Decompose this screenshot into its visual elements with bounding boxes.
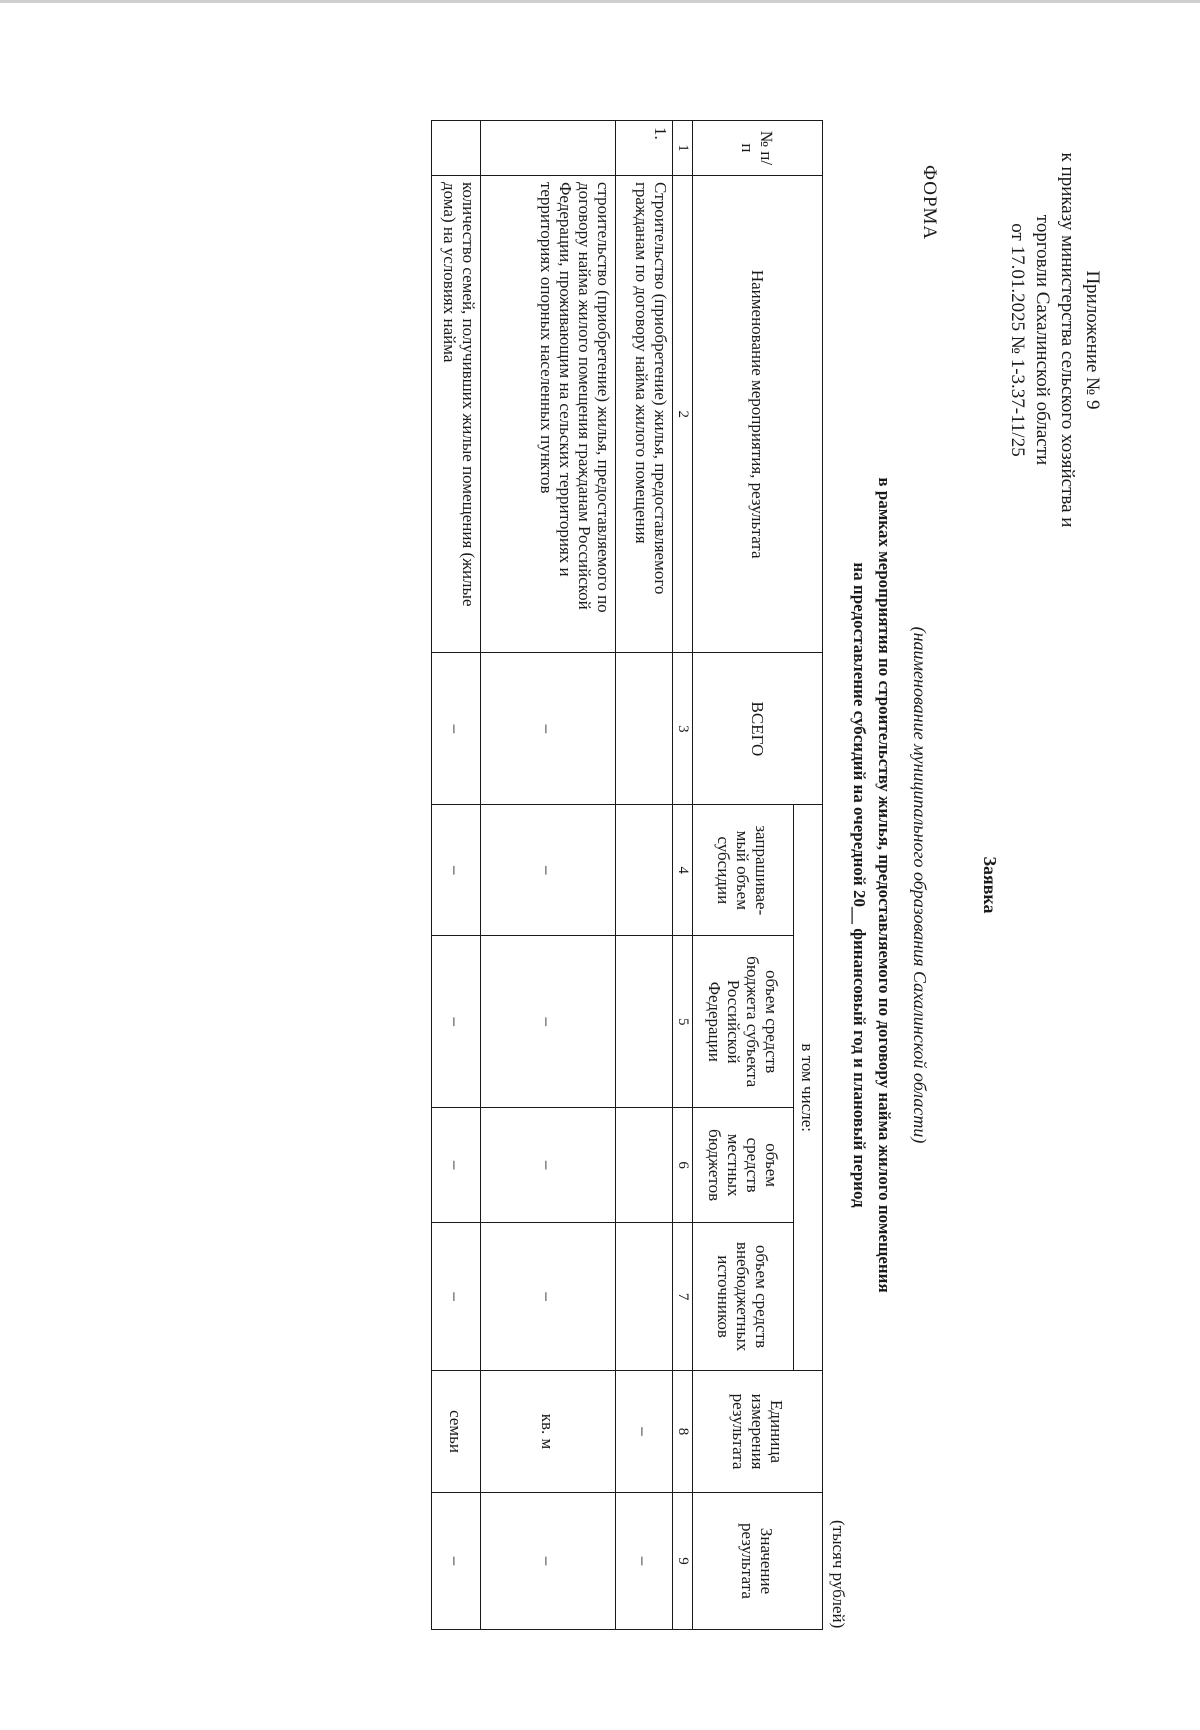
appendix-date-number: от 17.01.2025 № 1-3.37-11/25 — [1007, 223, 1028, 457]
table-row — [432, 121, 481, 1630]
header-unit: Единица измерения результата — [693, 1371, 823, 1493]
row-unit: семьи — [432, 1371, 481, 1493]
col-number: 8 — [673, 1371, 693, 1493]
col-number: 5 — [673, 936, 693, 1108]
heading-line-2: на предоставление субсидий на очередной 20__ финансовый год и плановый период — [850, 562, 869, 1208]
col-number: 6 — [673, 1108, 693, 1223]
row-name: количество семей, получивших жилые помещения (жилые дома) на условиях найма — [432, 175, 481, 653]
col-number: 2 — [673, 175, 693, 653]
form-label: ФОРМА — [919, 165, 940, 241]
col-number: 7 — [673, 1223, 693, 1371]
row-value: – — [432, 1493, 481, 1630]
row-num: 1. — [616, 121, 673, 176]
col-number: 1 — [673, 121, 693, 176]
row-extra: – — [481, 1223, 616, 1371]
row-name: строительство (приобретение) жилья, предоставляемого по договору найма жилого помещения гражданам Российской Федерации, проживающим на сельских территориях и территориях опорных населенных пунктов — [481, 175, 616, 653]
col-number: 3 — [673, 653, 693, 805]
header-num: № п/п — [693, 121, 823, 176]
row-name: Строительство (приобретение) жилья, предоставляемого гражданам по договору найма жилого помещения — [616, 175, 673, 653]
row-requested: – — [432, 805, 481, 936]
appendix-block — [1005, 110, 1105, 570]
col-number: 9 — [673, 1493, 693, 1630]
appendix-number: Приложение № 9 — [1082, 270, 1103, 410]
table-row — [481, 121, 616, 1630]
rotated-document-page — [175, 40, 1195, 1730]
table-row — [616, 121, 673, 1630]
row-unit: кв. м — [481, 1371, 616, 1493]
row-num — [432, 121, 481, 176]
appendix-ministry: торговли Сахалинской области — [1032, 214, 1053, 466]
row-unit: – — [616, 1371, 673, 1493]
header-value: Значение результата — [693, 1493, 823, 1630]
row-regional: – — [481, 936, 616, 1108]
units-note: (тысяч рублей) — [829, 1520, 848, 1629]
header-including: в том числе: — [794, 805, 823, 1371]
heading-line-1: в рамках мероприятия по строительству жилья, предоставляемого по договору найма жилого помещения — [875, 477, 894, 1293]
document-heading — [847, 40, 897, 1730]
row-value: – — [616, 1493, 673, 1630]
document-title: Заявка — [980, 856, 1000, 914]
row-total — [616, 653, 673, 805]
header-regional: объем средств бюджета субъекта Российской Федерации — [693, 936, 794, 1108]
row-total: – — [432, 653, 481, 805]
row-regional — [616, 936, 673, 1108]
row-local: – — [481, 1108, 616, 1223]
row-requested — [616, 805, 673, 936]
header-local: объем средств местных бюджетов — [693, 1108, 794, 1223]
header-requested: запрашивае-мый объем субсидии — [693, 805, 794, 936]
row-extra: – — [432, 1223, 481, 1371]
request-table — [431, 120, 823, 1630]
column-number-row — [673, 121, 693, 1630]
col-number: 4 — [673, 805, 693, 936]
municipality-caption: (наименование муниципального образования Сахалинской области) — [910, 626, 930, 1144]
row-local — [616, 1108, 673, 1223]
row-regional: – — [432, 936, 481, 1108]
row-num — [481, 121, 616, 176]
header-total: ВСЕГО — [693, 653, 823, 805]
header-row — [794, 121, 823, 1630]
header-extra: объем средств внебюджетных источников — [693, 1223, 794, 1371]
row-requested: – — [481, 805, 616, 936]
row-local: – — [432, 1108, 481, 1223]
row-value: – — [481, 1493, 616, 1630]
appendix-order-ref: к приказу министерства сельского хозяйства и — [1057, 152, 1078, 528]
row-total: – — [481, 653, 616, 805]
scan-top-edge — [0, 0, 1200, 3]
header-name: Наименование мероприятия, результата — [693, 175, 823, 653]
row-extra — [616, 1223, 673, 1371]
